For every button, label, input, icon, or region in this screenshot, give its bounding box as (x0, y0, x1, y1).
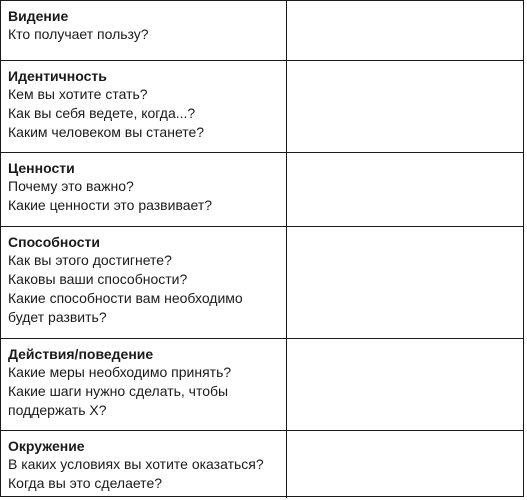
row-heading: Способности (8, 234, 100, 250)
question-line: Какие ценности это развивает? (8, 197, 213, 213)
question-line: Какие шаги нужно сделать, чтобы (8, 383, 229, 399)
question-line: поддержать X? (8, 402, 107, 418)
table-row-environment (1, 431, 523, 498)
row-heading: Видение (8, 8, 69, 24)
answer-cell[interactable] (287, 339, 523, 430)
question-line: Как вы этого достигнете? (8, 252, 172, 268)
question-cell (1, 431, 287, 498)
question-cell (1, 153, 287, 226)
question-cell (1, 227, 287, 338)
answer-cell[interactable] (287, 61, 523, 152)
question-line: Каким человеком вы станете? (8, 124, 205, 140)
table-row-identity (1, 61, 523, 153)
table-row-vision (1, 1, 523, 61)
row-heading: Окружение (8, 438, 85, 454)
table-row-abilities (1, 227, 523, 339)
answer-cell[interactable] (287, 153, 523, 226)
row-heading: Идентичность (8, 68, 107, 84)
answer-cell[interactable] (287, 431, 523, 498)
table-row-actions (1, 339, 523, 431)
question-line: Какие меры необходимо принять? (8, 364, 232, 380)
answer-cell[interactable] (287, 227, 523, 338)
question-cell (1, 1, 287, 60)
question-line: Почему это важно? (8, 178, 134, 194)
question-line: Кем вы хотите стать? (8, 86, 148, 102)
question-cell (1, 339, 287, 430)
row-heading: Действия/поведение (8, 346, 154, 362)
row-heading: Ценности (8, 160, 75, 176)
answer-cell[interactable] (287, 1, 523, 60)
question-line: будет развить? (8, 309, 107, 325)
question-line: Какие способности вам необходимо (8, 290, 243, 306)
question-line: Каковы ваши способности? (8, 271, 188, 287)
question-line: В каких условиях вы хотите оказаться? (8, 456, 264, 472)
question-line: Когда вы это сделаете? (8, 475, 163, 491)
table-row-values (1, 153, 523, 227)
question-line: Кто получает пользу? (8, 26, 149, 42)
question-cell (1, 61, 287, 152)
question-line: Как вы себя ведете, когда...? (8, 105, 196, 121)
